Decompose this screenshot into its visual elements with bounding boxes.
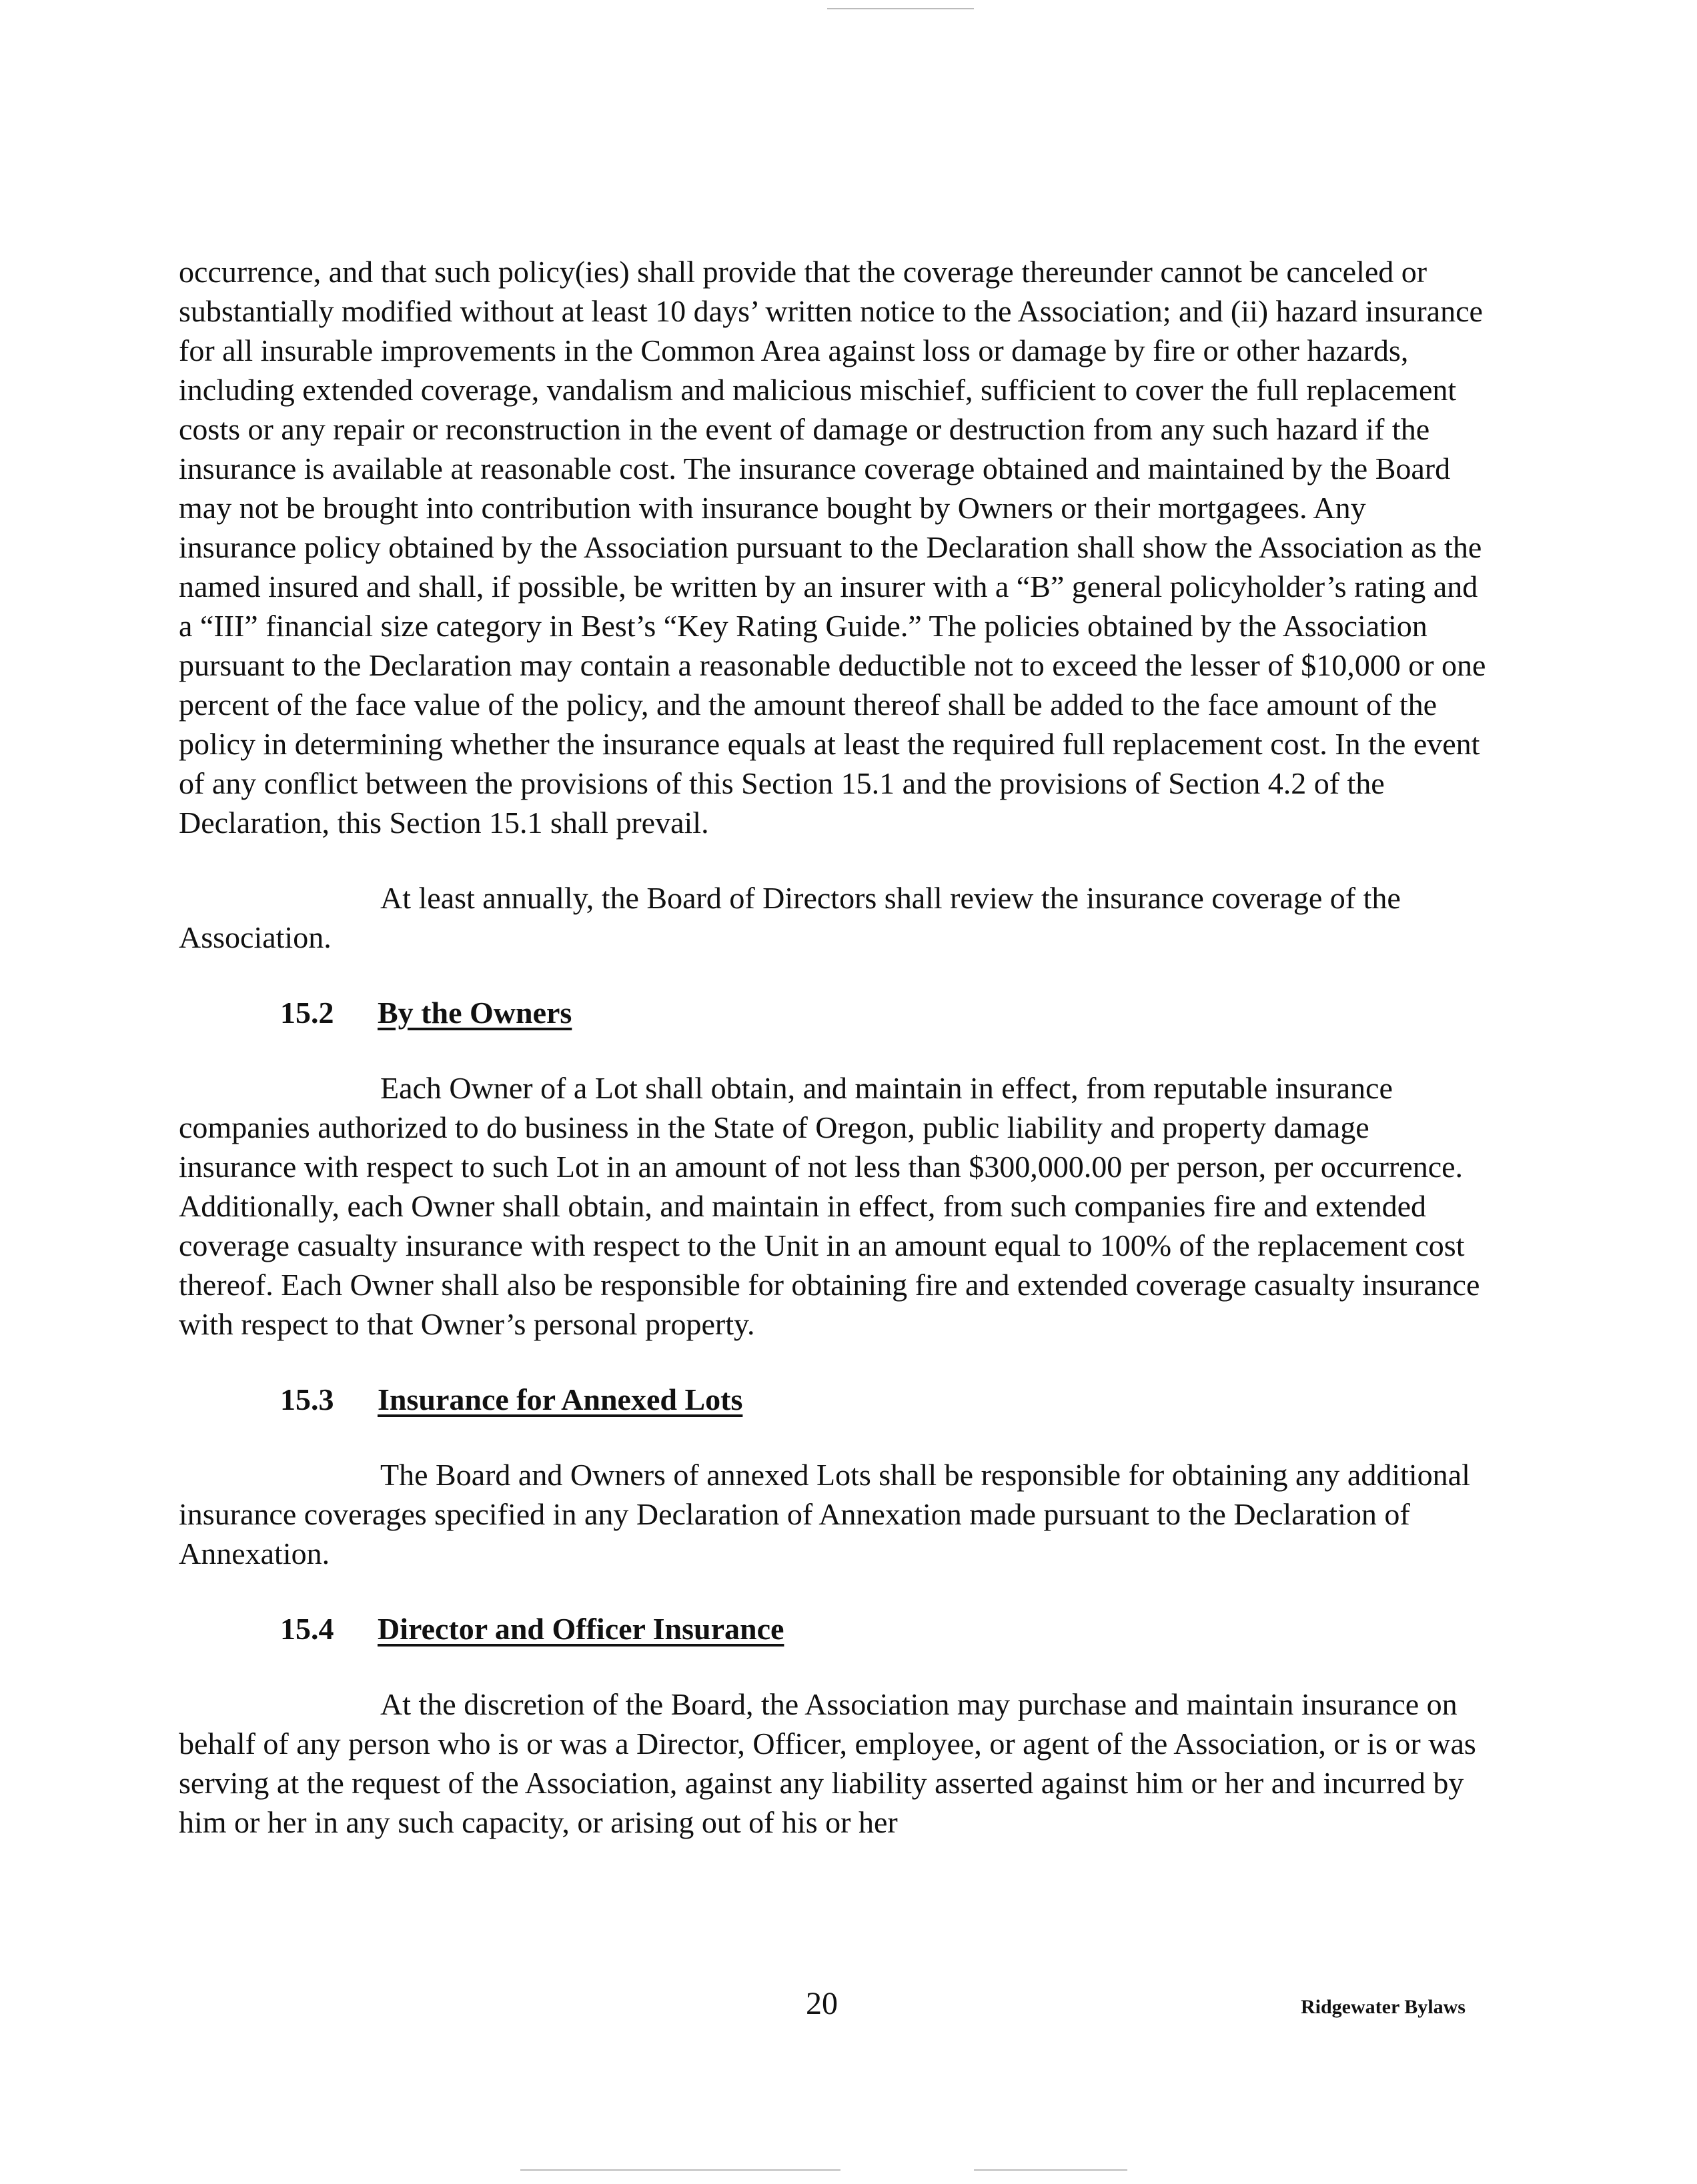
continued-paragraph: occurrence, and that such policy(ies) shall provide that the coverage thereunder cannot be canceled or substantially modified without at least 10 days’ written notice to the Association; and (ii) hazard insurance for all insurable improvements in the Common Area against loss or damage by fire or other hazards, including extended coverage, vandalism and malicious mischief, sufficient to cover the full replacement costs or any repair or reconstruction in the event of damage or destruction from any such hazard if the insurance is available at reasonable cost. The insurance coverage obtained and maintained by the Board may not be brought into contribution with insurance bought by Owners or their mortgagees. Any insurance policy obtained by the Association pursuant to the Declaration shall show the Association as the named insured and shall, if possible, be written by an insurer with a “B” general policyholder’s rating and a “III” financial size category in Best’s “Key Rating Guide.” The policies obtained by the Association pursuant to the Declaration may contain a reasonable deductible not to exceed the lesser of $10,000 or one percent of the face value of the policy, and the amount thereof shall be added to the face amount of the policy in determining whether the insurance equals at least the required full replacement cost. In the event of any conflict between the provisions of this Section 15.1 and the provisions of Section 4.2 of the Declaration, this Section 15.1 shall prevail. xyxy=(179,255,1486,840)
section-heading-15-3 xyxy=(179,1380,1486,1419)
page-number: 20 xyxy=(806,1986,838,2021)
section-heading-15-2 xyxy=(179,993,1486,1032)
section-paragraph-15-3: The Board and Owners of annexed Lots shall be responsible for obtaining any additional insurance coverages specified in any Declaration of Annexation made pursuant to the Declaration of Annexation. xyxy=(179,1458,1470,1570)
section-title: By the Owners xyxy=(378,996,572,1030)
section-number: 15.4 xyxy=(280,1612,334,1646)
annual-review-paragraph: At least annually, the Board of Directors shall review the insurance coverage of the Association. xyxy=(179,881,1401,954)
scan-artifact-top xyxy=(827,8,974,9)
section-heading-15-4 xyxy=(179,1609,1486,1649)
section-title: Insurance for Annexed Lots xyxy=(378,1382,743,1416)
document-name-footer: Ridgewater Bylaws xyxy=(1301,1996,1466,2018)
scan-artifact-bottom-right xyxy=(974,2169,1127,2171)
document-body xyxy=(179,252,1486,1842)
section-paragraph-15-2: Each Owner of a Lot shall obtain, and maintain in effect, from reputable insurance companies authorized to do business in the State of Oregon, public liability and property damage insurance with respect to such Lot in an amount of not less than $300,000.00 per person, per occurrence. Additionally, each Owner shall obtain, and maintain in effect, from such companies fire and extended coverage casualty insurance with respect to the Unit in an amount equal to 100% of the replacement cost thereof. Each Owner shall also be responsible for obtaining fire and extended coverage casualty insurance with respect to that Owner’s personal property. xyxy=(179,1071,1480,1341)
section-number: 15.3 xyxy=(280,1382,334,1416)
section-paragraph-15-4: At the discretion of the Board, the Association may purchase and maintain insurance on behalf of any person who is or was a Director, Officer, employee, or agent of the Association, or is or was serving at the request of the Association, against any liability asserted against him or her and incurred by him or her in any such capacity, or arising out of his or her xyxy=(179,1687,1476,1839)
section-number: 15.2 xyxy=(280,996,334,1030)
scan-artifact-bottom xyxy=(520,2169,840,2171)
section-title: Director and Officer Insurance xyxy=(378,1612,784,1646)
